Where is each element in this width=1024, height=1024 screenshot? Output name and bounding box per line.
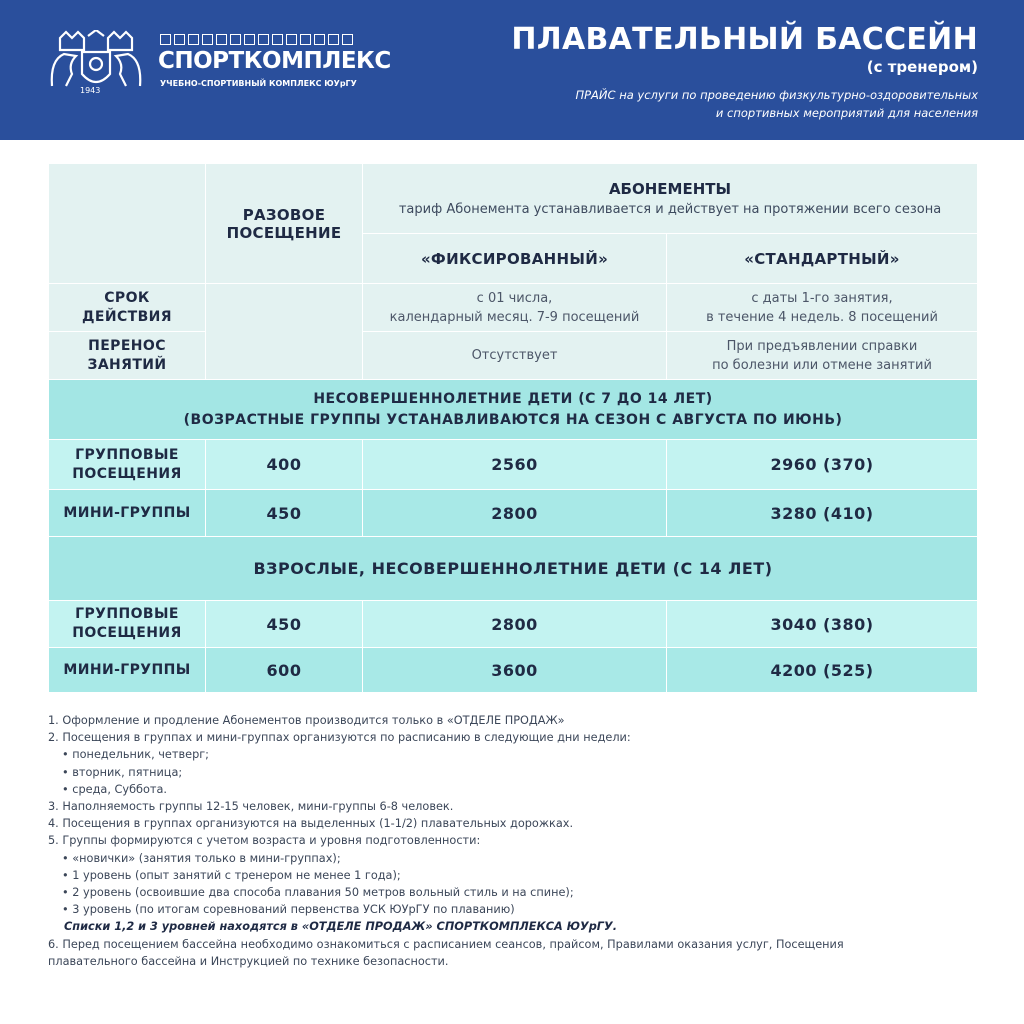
subscriptions-note: тариф Абонемента устанавливается и действует на протяжении всего сезона (398, 202, 942, 217)
logo-name: СПОРТКОМПЛЕКС (158, 48, 391, 74)
note-4: 4. Посещения в группах организуются на выделенных (1-1/2) плавательных дорожках. (48, 817, 574, 831)
note-2-item: • вторник, пятница; (62, 765, 183, 779)
page-header (0, 0, 1024, 140)
note-5-item: • 2 уровень (освоившие два способа плавания 50 метров вольный стиль и на спине); (62, 886, 574, 900)
note-3: 3. Наполняемость группы 12-15 человек, мини-группы 6-8 человек. (48, 800, 454, 814)
note-5-lists-location: Списки 1,2 и 3 уровней находятся в «ОТДЕЛЕ ПРОДАЖ» СПОРТКОМПЛЕКСА ЮУрГУ. (64, 920, 617, 934)
adult-minigroup-single-price: 600 (206, 648, 363, 693)
kids-group-standard-price: 2960 (370) (667, 440, 978, 490)
subscriptions-title: АБОНЕМЕНТЫ (608, 180, 732, 198)
transfer-standard: При предъявлении справки по болезни или отмене занятий (667, 332, 978, 380)
footnotes (48, 712, 978, 970)
section-adults-header: ВЗРОСЛЫЕ, НЕСОВЕРШЕННОЛЕТНИЕ ДЕТИ (С 14 ЛЕТ) (49, 537, 978, 601)
kids-group-label: ГРУППОВЫЕ ПОСЕЩЕНИЯ (49, 440, 206, 490)
note-1: 1. Оформление и продление Абонементов производится только в «ОТДЕЛЕ ПРОДАЖ» (48, 714, 565, 727)
note-2: 2. Посещения в группах и мини-группах организуются по расписанию в следующие дни недели: (48, 731, 631, 745)
note-6: 6. Перед посещением бассейна необходимо ознакомиться с расписанием сеансов, прайсом, Правилами оказания услуг, Посещения (48, 937, 844, 951)
table-row (49, 648, 978, 693)
page-description-line-2: и спортивных мероприятий для населения (715, 106, 978, 120)
table-row (49, 601, 978, 648)
kids-group-fixed-price: 2560 (363, 440, 667, 490)
plan-fixed-header: «ФИКСИРОВАННЫЙ» (363, 234, 667, 284)
transfer-label: ПЕРЕНОС ЗАНЯТИЙ (49, 332, 206, 380)
plan-standard-header: «СТАНДАРТНЫЙ» (667, 234, 978, 284)
page-description-line-1: ПРАЙС на услуги по проведению физкультурно-оздоровительных (575, 88, 978, 102)
note-5-item: • 3 уровень (по итогам соревнований первенства УСК ЮУрГУ по плаванию) (62, 903, 515, 917)
kids-group-single-price: 400 (206, 440, 363, 490)
adult-group-label: ГРУППОВЫЕ ПОСЕЩЕНИЯ (49, 601, 206, 648)
note-2-item: • среда, Суббота. (62, 782, 168, 796)
note-5-item: • «новички» (занятия только в мини-группах); (62, 851, 341, 865)
header-empty-cell (49, 164, 206, 284)
logo-subtitle: УЧЕБНО-СПОРТИВНЫЙ КОМПЛЕКС ЮУрГУ (160, 79, 357, 88)
validity-standard: с даты 1-го занятия, в течение 4 недель. 8 посещений (667, 284, 978, 332)
adult-group-fixed-price: 2800 (363, 601, 667, 648)
validity-single-empty (206, 284, 363, 380)
transfer-fixed: Отсутствует (363, 332, 667, 380)
adult-group-standard-price: 3040 (380) (667, 601, 978, 648)
single-visit-header: РАЗОВОЕ ПОСЕЩЕНИЕ (206, 164, 363, 284)
page-subtitle: (с тренером) (866, 58, 978, 76)
note-5-item: • 1 уровень (опыт занятий с тренером не менее 1 года); (62, 868, 401, 882)
university-emblem-icon (46, 30, 146, 92)
validity-fixed: с 01 числа, календарный месяц. 7-9 посещений (363, 284, 667, 332)
kids-minigroup-standard-price: 3280 (410) (667, 490, 978, 537)
page-title: ПЛАВАТЕЛЬНЫЙ БАССЕЙН (511, 22, 978, 57)
adult-group-single-price: 450 (206, 601, 363, 648)
table-row (49, 490, 978, 537)
validity-label: СРОК ДЕЙСТВИЯ (49, 284, 206, 332)
subscriptions-header (363, 164, 978, 234)
logo-squares-decoration (160, 34, 353, 45)
kids-minigroup-single-price: 450 (206, 490, 363, 537)
table-row (49, 440, 978, 490)
adult-minigroup-fixed-price: 3600 (363, 648, 667, 693)
adult-minigroup-label: МИНИ-ГРУППЫ (49, 648, 206, 693)
section-kids-header: НЕСОВЕРШЕННОЛЕТНИЕ ДЕТИ (С 7 ДО 14 ЛЕТ) (ВОЗРАСТНЫЕ ГРУППЫ УСТАНАВЛИВАЮТСЯ НА СЕЗОН С АВГУСТА ПО ИЮНЬ) (49, 380, 978, 440)
price-table (48, 163, 978, 693)
note-6-continuation: плавательного бассейна и Инструкцией по технике безопасности. (48, 954, 449, 968)
note-2-item: • понедельник, четверг; (62, 748, 209, 762)
kids-minigroup-fixed-price: 2800 (363, 490, 667, 537)
adult-minigroup-standard-price: 4200 (525) (667, 648, 978, 693)
note-5: 5. Группы формируются с учетом возраста и уровня подготовленности: (48, 834, 481, 848)
logo-year: 1943 (80, 86, 101, 95)
kids-minigroup-label: МИНИ-ГРУППЫ (49, 490, 206, 537)
